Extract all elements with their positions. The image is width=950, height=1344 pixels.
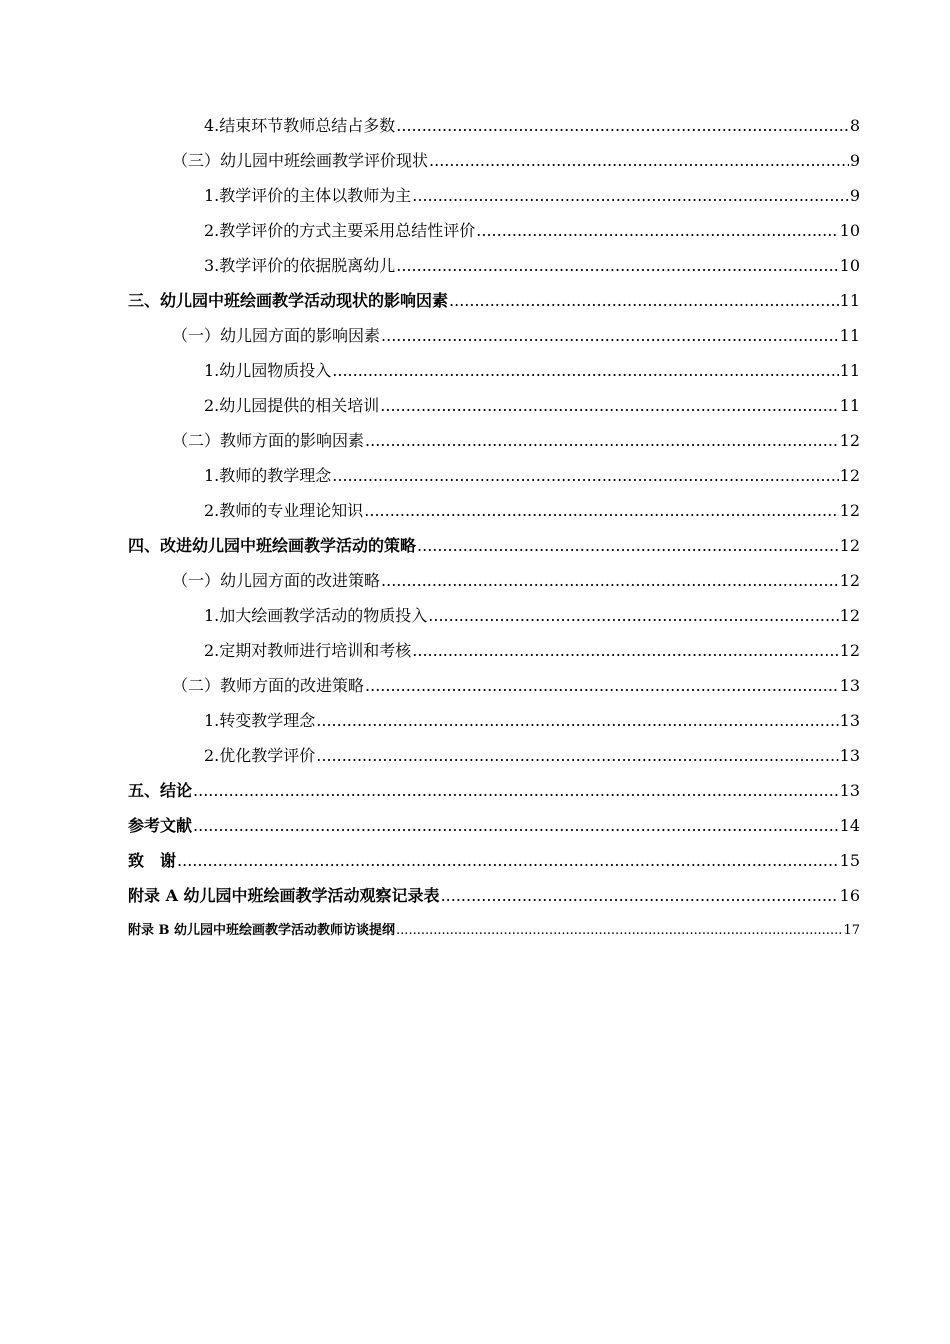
toc-entry-page: 14 <box>839 816 860 835</box>
toc-entry-title: 1.加大绘画教学活动的物质投入 <box>204 606 428 625</box>
toc-entry-title: 四、改进幼儿园中班绘画教学活动的策略 <box>128 536 417 555</box>
toc-entry[interactable] <box>128 318 860 353</box>
toc-entry-title: 附录 A 幼儿园中班绘画教学活动观察记录表 <box>128 886 440 905</box>
toc-entry-page: 12 <box>839 536 860 555</box>
toc-entry-page: 13 <box>839 746 860 765</box>
toc-leader-dots <box>449 283 839 318</box>
toc-leader-dots <box>381 318 839 353</box>
toc-entry[interactable] <box>128 563 860 598</box>
toc-entry-page: 13 <box>839 781 860 800</box>
toc-leader-dots <box>380 388 838 423</box>
toc-entry[interactable] <box>128 213 860 248</box>
toc-entry[interactable] <box>128 493 860 528</box>
toc-entry[interactable] <box>128 178 860 213</box>
toc-entry[interactable] <box>128 668 860 703</box>
toc-entry[interactable] <box>128 458 860 493</box>
toc-entry-page: 12 <box>839 466 860 485</box>
toc-entry-title: 2.幼儿园提供的相关培训 <box>204 396 380 415</box>
toc-entry-title: （一）幼儿园方面的改进策略 <box>172 571 381 590</box>
toc-entry-title: （三）幼儿园中班绘画教学评价现状 <box>172 151 429 170</box>
toc-leader-dots <box>316 703 838 738</box>
toc-entry[interactable] <box>128 598 860 633</box>
toc-leader-dots <box>316 738 838 773</box>
toc-entry-title: 附录 B 幼儿园中班绘画教学活动教师访谈提纲 <box>128 923 396 938</box>
toc-entry-title: 4.结束环节教师总结占多数 <box>204 116 396 135</box>
toc-entry-page: 9 <box>849 151 860 170</box>
toc-entry-page: 11 <box>839 361 860 380</box>
toc-entry-chapter[interactable] <box>128 913 860 948</box>
toc-entry[interactable] <box>128 703 860 738</box>
toc-entry-title: 2.教学评价的方式主要采用总结性评价 <box>204 221 476 240</box>
toc-leader-dots <box>396 913 842 948</box>
toc-entry-title: 1.教学评价的主体以教师为主 <box>204 186 412 205</box>
toc-entry-title: 3.教学评价的依据脱离幼儿 <box>204 256 396 275</box>
toc-entry-chapter[interactable] <box>128 878 860 913</box>
toc-leader-dots <box>396 108 849 143</box>
toc-leader-dots <box>396 248 838 283</box>
toc-entry-page: 12 <box>839 641 860 660</box>
toc-leader-dots <box>177 843 839 878</box>
toc-entry-page: 13 <box>839 711 860 730</box>
toc-entry[interactable] <box>128 633 860 668</box>
toc-entry-title: （二）教师方面的改进策略 <box>172 676 365 695</box>
toc-entry-page: 10 <box>839 221 860 240</box>
toc-entry-page: 12 <box>839 501 860 520</box>
toc-entry[interactable] <box>128 248 860 283</box>
table-of-contents <box>128 108 860 948</box>
toc-entry-title: 五、结论 <box>128 781 193 800</box>
toc-entry-chapter[interactable] <box>128 843 860 878</box>
toc-leader-dots <box>381 563 839 598</box>
toc-entry-title: 三、幼儿园中班绘画教学活动现状的影响因素 <box>128 291 449 310</box>
toc-leader-dots <box>429 143 849 178</box>
toc-leader-dots <box>365 423 839 458</box>
toc-entry[interactable] <box>128 143 860 178</box>
toc-entry[interactable] <box>128 353 860 388</box>
toc-entry-chapter[interactable] <box>128 808 860 843</box>
toc-entry-title: （一）幼儿园方面的影响因素 <box>172 326 381 345</box>
toc-entry-page: 10 <box>839 256 860 275</box>
toc-leader-dots <box>441 878 839 913</box>
toc-entry-page: 13 <box>839 676 860 695</box>
toc-entry-page: 9 <box>849 186 860 205</box>
toc-entry-page: 12 <box>839 606 860 625</box>
toc-leader-dots <box>476 213 838 248</box>
toc-leader-dots <box>412 633 838 668</box>
toc-leader-dots <box>417 528 839 563</box>
toc-entry-chapter[interactable] <box>128 773 860 808</box>
toc-entry-title: 致 谢 <box>128 851 177 870</box>
toc-entry[interactable] <box>128 423 860 458</box>
toc-leader-dots <box>332 353 838 388</box>
toc-entry-page: 12 <box>839 571 860 590</box>
toc-entry-page: 11 <box>839 291 860 310</box>
toc-entry-title: 1.教师的教学理念 <box>204 466 332 485</box>
toc-entry-page: 11 <box>839 326 860 345</box>
toc-leader-dots <box>412 178 849 213</box>
toc-entry-page: 16 <box>839 886 860 905</box>
toc-leader-dots <box>428 598 838 633</box>
toc-entry-page: 11 <box>839 396 860 415</box>
toc-entry-page: 17 <box>843 923 860 938</box>
toc-entry-title: 1.幼儿园物质投入 <box>204 361 332 380</box>
toc-entry[interactable] <box>128 108 860 143</box>
toc-entry-title: （二）教师方面的影响因素 <box>172 431 365 450</box>
toc-entry-title: 2.优化教学评价 <box>204 746 316 765</box>
toc-entry-title: 1.转变教学理念 <box>204 711 316 730</box>
toc-entry-chapter[interactable] <box>128 528 860 563</box>
toc-leader-dots <box>193 773 839 808</box>
toc-entry[interactable] <box>128 388 860 423</box>
toc-entry-page: 8 <box>849 116 860 135</box>
toc-leader-dots <box>193 808 839 843</box>
toc-entry-title: 2.教师的专业理论知识 <box>204 501 364 520</box>
toc-leader-dots <box>365 668 839 703</box>
toc-entry-page: 12 <box>839 431 860 450</box>
toc-leader-dots <box>364 493 838 528</box>
toc-leader-dots <box>332 458 838 493</box>
toc-entry-title: 参考文献 <box>128 816 193 835</box>
toc-entry-page: 15 <box>839 851 860 870</box>
toc-entry-chapter[interactable] <box>128 283 860 318</box>
toc-entry-title: 2.定期对教师进行培训和考核 <box>204 641 412 660</box>
toc-entry[interactable] <box>128 738 860 773</box>
